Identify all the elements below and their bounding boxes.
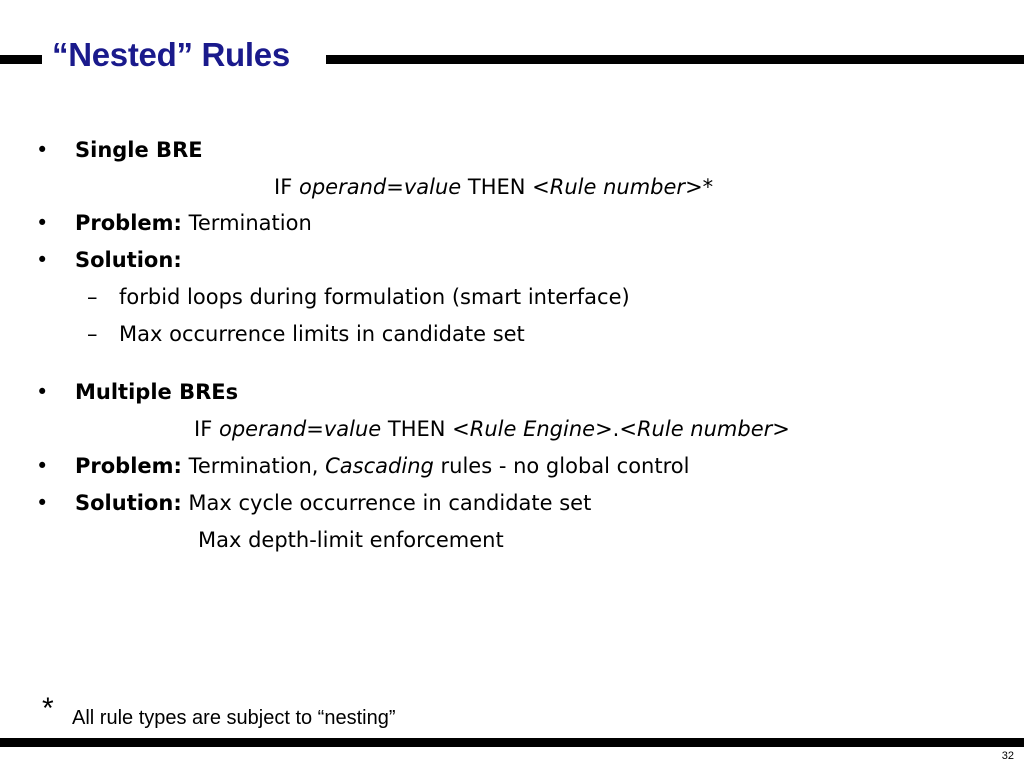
- single-bre-heading: Single BRE: [75, 138, 203, 162]
- title-rule-left: [0, 55, 42, 64]
- bottom-rule: [0, 738, 1024, 747]
- multiple-solution: Solution: Max cycle occurrence in candidate set: [75, 491, 592, 515]
- single-solution: Solution:: [75, 248, 182, 272]
- dash-sub-item-2: –: [87, 322, 98, 346]
- bullet-single-bre: •: [36, 138, 49, 162]
- single-bre-syntax: IF operand=value THEN <Rule number>*: [274, 175, 714, 199]
- single-solution-sub-item-2: Max occurrence limits in candidate set: [119, 322, 525, 346]
- bullet-multiple-bres: •: [36, 380, 49, 404]
- footnote-text: All rule types are subject to “nesting”: [72, 707, 396, 729]
- bullet-single-solution: •: [36, 248, 49, 272]
- bullet-single-problem: •: [36, 211, 49, 235]
- multiple-bres-heading: Multiple BREs: [75, 380, 239, 404]
- single-problem: Problem: Termination: [75, 211, 312, 235]
- bullet-multiple-problem: •: [36, 454, 49, 478]
- multiple-solution-continued: Max depth-limit enforcement: [198, 528, 504, 552]
- single-solution-sub-item-1: forbid loops during formulation (smart interface): [119, 285, 630, 309]
- title-rule-right: [326, 55, 1024, 64]
- bullet-multiple-solution: •: [36, 491, 49, 515]
- multiple-problem: Problem: Termination, Cascading rules - no global control: [75, 454, 690, 478]
- footnote-asterisk: *: [42, 692, 54, 725]
- page-number: 32: [1001, 750, 1014, 762]
- slide-title: “Nested” Rules: [52, 36, 290, 73]
- multiple-bres-syntax: IF operand=value THEN <Rule Engine>.<Rule number>: [194, 417, 790, 441]
- dash-sub-item-1: –: [87, 285, 98, 309]
